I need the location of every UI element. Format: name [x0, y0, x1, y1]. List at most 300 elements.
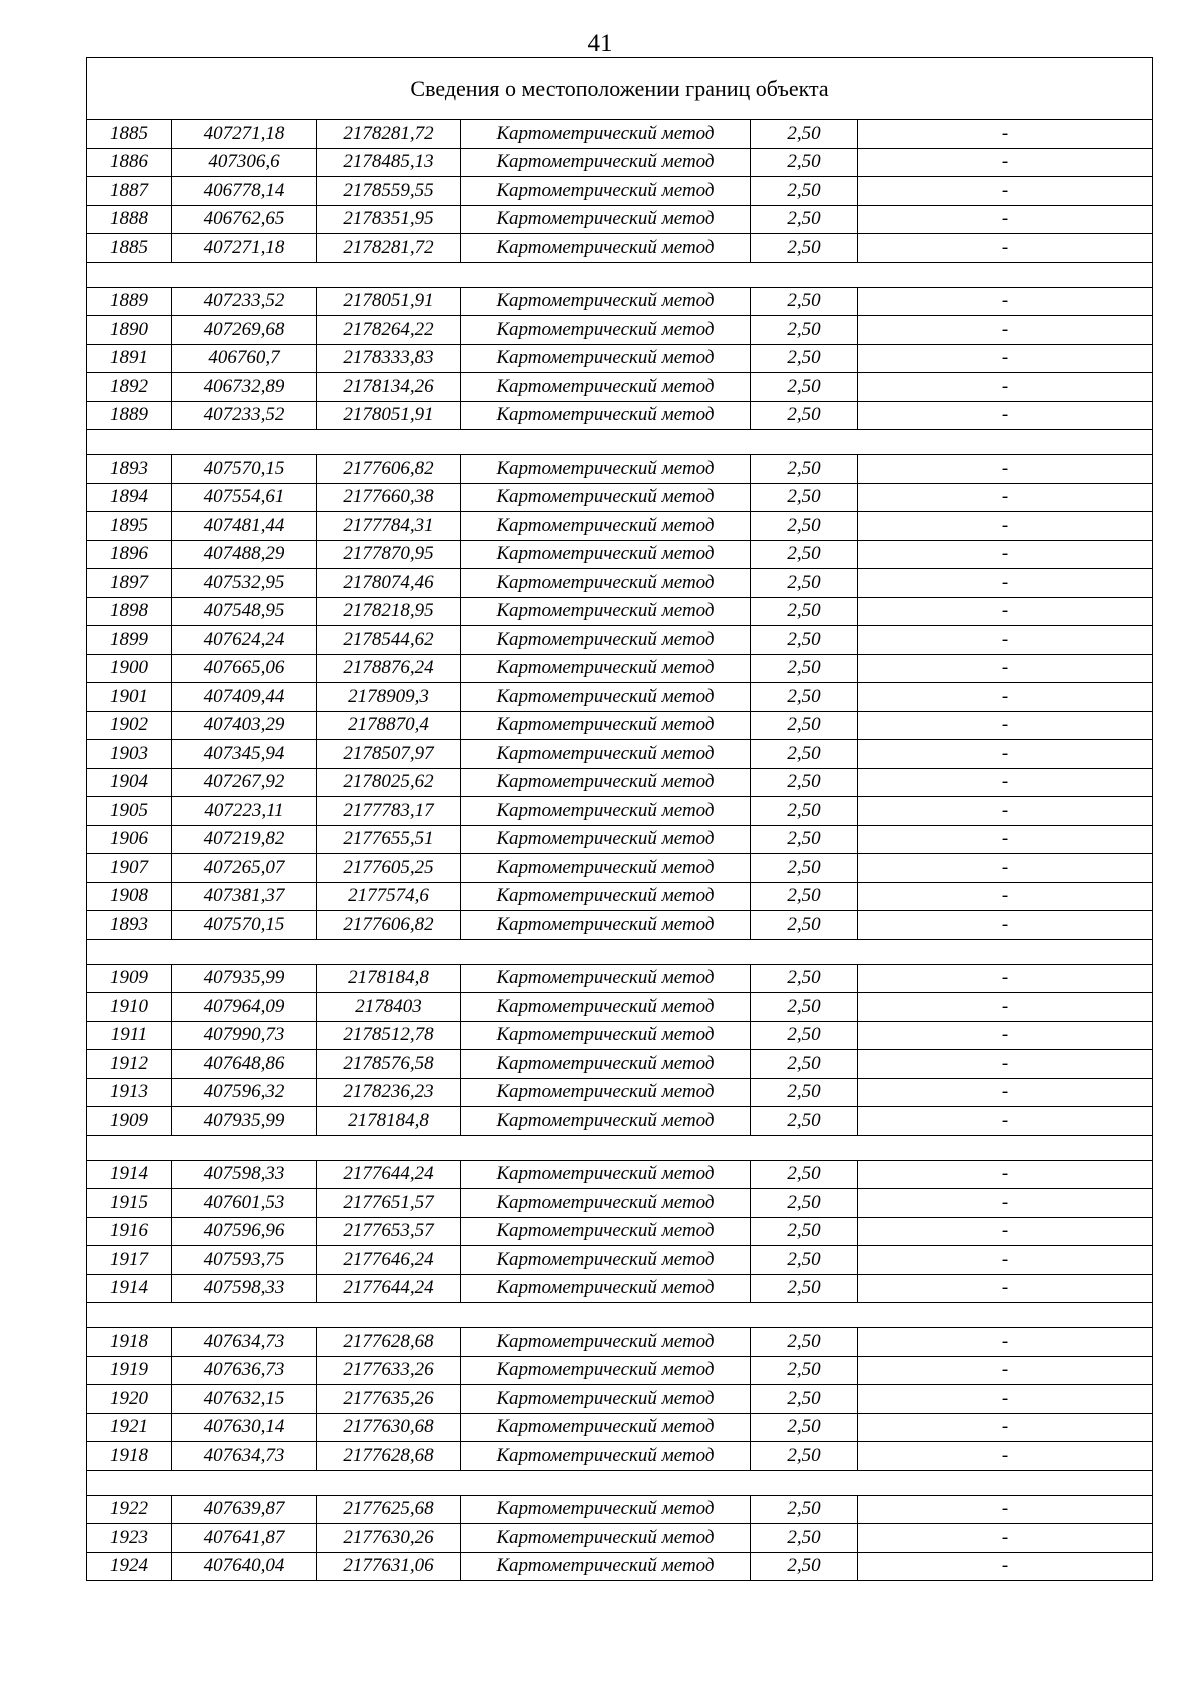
description-cell: - [858, 1107, 1153, 1136]
method-cell: Картометрический метод [461, 1385, 751, 1414]
y-coordinate-cell: 2178485,13 [317, 148, 461, 177]
point-number-cell: 1892 [87, 373, 172, 402]
x-coordinate-cell: 407593,75 [172, 1246, 317, 1275]
point-number-cell: 1893 [87, 911, 172, 940]
y-coordinate-cell: 2177646,24 [317, 1246, 461, 1275]
method-cell: Картометрический метод [461, 205, 751, 234]
description-cell: - [858, 1385, 1153, 1414]
table-title: Сведения о местоположении границ объекта [87, 58, 1153, 120]
point-number-cell: 1921 [87, 1413, 172, 1442]
table-row [87, 911, 1153, 940]
x-coordinate-cell: 407233,52 [172, 287, 317, 316]
y-coordinate-cell: 2178870,4 [317, 711, 461, 740]
y-coordinate-cell: 2178184,8 [317, 964, 461, 993]
point-number-cell: 1889 [87, 401, 172, 430]
description-cell: - [858, 654, 1153, 683]
group-separator-cell [87, 262, 1153, 287]
table-row [87, 205, 1153, 234]
x-coordinate-cell: 407409,44 [172, 683, 317, 712]
table-row [87, 854, 1153, 883]
accuracy-cell: 2,50 [751, 1442, 858, 1471]
table-row [87, 1413, 1153, 1442]
description-cell: - [858, 683, 1153, 712]
table-row [87, 512, 1153, 541]
y-coordinate-cell: 2177660,38 [317, 483, 461, 512]
x-coordinate-cell: 407964,09 [172, 993, 317, 1022]
method-cell: Картометрический метод [461, 882, 751, 911]
description-cell: - [858, 148, 1153, 177]
point-number-cell: 1889 [87, 287, 172, 316]
accuracy-cell: 2,50 [751, 1078, 858, 1107]
method-cell: Картометрический метод [461, 373, 751, 402]
point-number-cell: 1915 [87, 1189, 172, 1218]
description-cell: - [858, 205, 1153, 234]
point-number-cell: 1909 [87, 1107, 172, 1136]
method-cell: Картометрический метод [461, 512, 751, 541]
accuracy-cell: 2,50 [751, 1524, 858, 1553]
accuracy-cell: 2,50 [751, 626, 858, 655]
description-cell: - [858, 1189, 1153, 1218]
table-row [87, 1552, 1153, 1581]
y-coordinate-cell: 2177628,68 [317, 1442, 461, 1471]
y-coordinate-cell: 2178576,58 [317, 1050, 461, 1079]
y-coordinate-cell: 2177625,68 [317, 1495, 461, 1524]
accuracy-cell: 2,50 [751, 287, 858, 316]
accuracy-cell: 2,50 [751, 825, 858, 854]
accuracy-cell: 2,50 [751, 683, 858, 712]
table-row [87, 711, 1153, 740]
y-coordinate-cell: 2177783,17 [317, 797, 461, 826]
group-separator-row [87, 1470, 1153, 1495]
x-coordinate-cell: 407223,11 [172, 797, 317, 826]
point-number-cell: 1909 [87, 964, 172, 993]
accuracy-cell: 2,50 [751, 1356, 858, 1385]
table-row [87, 1021, 1153, 1050]
x-coordinate-cell: 407271,18 [172, 120, 317, 149]
x-coordinate-cell: 407488,29 [172, 540, 317, 569]
description-cell: - [858, 1078, 1153, 1107]
accuracy-cell: 2,50 [751, 993, 858, 1022]
description-cell: - [858, 1246, 1153, 1275]
x-coordinate-cell: 407570,15 [172, 911, 317, 940]
point-number-cell: 1901 [87, 683, 172, 712]
y-coordinate-cell: 2178051,91 [317, 287, 461, 316]
x-coordinate-cell: 406762,65 [172, 205, 317, 234]
table-row [87, 1160, 1153, 1189]
method-cell: Картометрический метод [461, 683, 751, 712]
table-row [87, 1246, 1153, 1275]
description-cell: - [858, 1160, 1153, 1189]
group-separator-cell [87, 939, 1153, 964]
x-coordinate-cell: 407598,33 [172, 1160, 317, 1189]
point-number-cell: 1916 [87, 1217, 172, 1246]
table-row [87, 654, 1153, 683]
accuracy-cell: 2,50 [751, 1385, 858, 1414]
point-number-cell: 1922 [87, 1495, 172, 1524]
description-cell: - [858, 911, 1153, 940]
accuracy-cell: 2,50 [751, 205, 858, 234]
table-row [87, 1217, 1153, 1246]
x-coordinate-cell: 407596,96 [172, 1217, 317, 1246]
x-coordinate-cell: 407265,07 [172, 854, 317, 883]
method-cell: Картометрический метод [461, 316, 751, 345]
x-coordinate-cell: 407381,37 [172, 882, 317, 911]
point-number-cell: 1914 [87, 1274, 172, 1303]
accuracy-cell: 2,50 [751, 234, 858, 263]
table-row [87, 1385, 1153, 1414]
accuracy-cell: 2,50 [751, 148, 858, 177]
description-cell: - [858, 373, 1153, 402]
accuracy-cell: 2,50 [751, 1413, 858, 1442]
accuracy-cell: 2,50 [751, 1160, 858, 1189]
description-cell: - [858, 1552, 1153, 1581]
table-row [87, 626, 1153, 655]
accuracy-cell: 2,50 [751, 344, 858, 373]
description-cell: - [858, 483, 1153, 512]
page-number: 41 [587, 30, 613, 57]
table-row [87, 1189, 1153, 1218]
x-coordinate-cell: 407636,73 [172, 1356, 317, 1385]
y-coordinate-cell: 2178544,62 [317, 626, 461, 655]
table-row [87, 797, 1153, 826]
method-cell: Картометрический метод [461, 1078, 751, 1107]
method-cell: Картометрический метод [461, 455, 751, 484]
y-coordinate-cell: 2178403 [317, 993, 461, 1022]
description-cell: - [858, 316, 1153, 345]
table-row [87, 1050, 1153, 1079]
x-coordinate-cell: 407634,73 [172, 1442, 317, 1471]
method-cell: Картометрический метод [461, 1246, 751, 1275]
method-cell: Картометрический метод [461, 911, 751, 940]
accuracy-cell: 2,50 [751, 512, 858, 541]
x-coordinate-cell: 407233,52 [172, 401, 317, 430]
description-cell: - [858, 1524, 1153, 1553]
method-cell: Картометрический метод [461, 1356, 751, 1385]
method-cell: Картометрический метод [461, 1495, 751, 1524]
point-number-cell: 1886 [87, 148, 172, 177]
y-coordinate-cell: 2178236,23 [317, 1078, 461, 1107]
description-cell: - [858, 626, 1153, 655]
method-cell: Картометрический метод [461, 740, 751, 769]
y-coordinate-cell: 2178559,55 [317, 177, 461, 206]
description-cell: - [858, 1442, 1153, 1471]
description-cell: - [858, 1413, 1153, 1442]
point-number-cell: 1907 [87, 854, 172, 883]
description-cell: - [858, 177, 1153, 206]
x-coordinate-cell: 407403,29 [172, 711, 317, 740]
accuracy-cell: 2,50 [751, 177, 858, 206]
y-coordinate-cell: 2177574,6 [317, 882, 461, 911]
table-row [87, 483, 1153, 512]
description-cell: - [858, 120, 1153, 149]
point-number-cell: 1900 [87, 654, 172, 683]
point-number-cell: 1885 [87, 120, 172, 149]
accuracy-cell: 2,50 [751, 1246, 858, 1275]
group-separator-row [87, 939, 1153, 964]
table-row [87, 344, 1153, 373]
y-coordinate-cell: 2177644,24 [317, 1160, 461, 1189]
method-cell: Картометрический метод [461, 993, 751, 1022]
y-coordinate-cell: 2178876,24 [317, 654, 461, 683]
point-number-cell: 1894 [87, 483, 172, 512]
method-cell: Картометрический метод [461, 1021, 751, 1050]
point-number-cell: 1895 [87, 512, 172, 541]
table-row [87, 1442, 1153, 1471]
table-row [87, 373, 1153, 402]
x-coordinate-cell: 407271,18 [172, 234, 317, 263]
accuracy-cell: 2,50 [751, 768, 858, 797]
accuracy-cell: 2,50 [751, 1274, 858, 1303]
method-cell: Картометрический метод [461, 1413, 751, 1442]
table-row [87, 825, 1153, 854]
x-coordinate-cell: 407665,06 [172, 654, 317, 683]
x-coordinate-cell: 407570,15 [172, 455, 317, 484]
accuracy-cell: 2,50 [751, 569, 858, 598]
description-cell: - [858, 740, 1153, 769]
point-number-cell: 1918 [87, 1328, 172, 1357]
y-coordinate-cell: 2177635,26 [317, 1385, 461, 1414]
description-cell: - [858, 401, 1153, 430]
description-cell: - [858, 287, 1153, 316]
method-cell: Картометрический метод [461, 1524, 751, 1553]
y-coordinate-cell: 2178507,97 [317, 740, 461, 769]
accuracy-cell: 2,50 [751, 1189, 858, 1218]
point-number-cell: 1923 [87, 1524, 172, 1553]
accuracy-cell: 2,50 [751, 373, 858, 402]
x-coordinate-cell: 406732,89 [172, 373, 317, 402]
y-coordinate-cell: 2177628,68 [317, 1328, 461, 1357]
point-number-cell: 1914 [87, 1160, 172, 1189]
method-cell: Картометрический метод [461, 234, 751, 263]
accuracy-cell: 2,50 [751, 711, 858, 740]
y-coordinate-cell: 2177651,57 [317, 1189, 461, 1218]
table-title-row [87, 58, 1153, 120]
y-coordinate-cell: 2178909,3 [317, 683, 461, 712]
point-number-cell: 1920 [87, 1385, 172, 1414]
point-number-cell: 1890 [87, 316, 172, 345]
point-number-cell: 1912 [87, 1050, 172, 1079]
accuracy-cell: 2,50 [751, 1217, 858, 1246]
group-separator-row [87, 1303, 1153, 1328]
point-number-cell: 1913 [87, 1078, 172, 1107]
point-number-cell: 1918 [87, 1442, 172, 1471]
accuracy-cell: 2,50 [751, 740, 858, 769]
table-row [87, 287, 1153, 316]
accuracy-cell: 2,50 [751, 1021, 858, 1050]
table-row [87, 455, 1153, 484]
point-number-cell: 1887 [87, 177, 172, 206]
accuracy-cell: 2,50 [751, 964, 858, 993]
point-number-cell: 1899 [87, 626, 172, 655]
y-coordinate-cell: 2177644,24 [317, 1274, 461, 1303]
table-row [87, 569, 1153, 598]
table-row [87, 1328, 1153, 1357]
table-row [87, 316, 1153, 345]
x-coordinate-cell: 407990,73 [172, 1021, 317, 1050]
table-row [87, 234, 1153, 263]
y-coordinate-cell: 2178264,22 [317, 316, 461, 345]
x-coordinate-cell: 407632,15 [172, 1385, 317, 1414]
table-row [87, 1356, 1153, 1385]
x-coordinate-cell: 407554,61 [172, 483, 317, 512]
description-cell: - [858, 825, 1153, 854]
y-coordinate-cell: 2177633,26 [317, 1356, 461, 1385]
description-cell: - [858, 993, 1153, 1022]
table-row [87, 597, 1153, 626]
x-coordinate-cell: 407634,73 [172, 1328, 317, 1357]
y-coordinate-cell: 2177606,82 [317, 911, 461, 940]
group-separator-row [87, 1135, 1153, 1160]
description-cell: - [858, 768, 1153, 797]
point-number-cell: 1885 [87, 234, 172, 263]
point-number-cell: 1904 [87, 768, 172, 797]
table-row [87, 120, 1153, 149]
point-number-cell: 1905 [87, 797, 172, 826]
accuracy-cell: 2,50 [751, 1107, 858, 1136]
method-cell: Картометрический метод [461, 1107, 751, 1136]
description-cell: - [858, 1274, 1153, 1303]
table-row [87, 964, 1153, 993]
method-cell: Картометрический метод [461, 569, 751, 598]
x-coordinate-cell: 407630,14 [172, 1413, 317, 1442]
y-coordinate-cell: 2178134,26 [317, 373, 461, 402]
y-coordinate-cell: 2178025,62 [317, 768, 461, 797]
accuracy-cell: 2,50 [751, 483, 858, 512]
point-number-cell: 1902 [87, 711, 172, 740]
group-separator-cell [87, 1135, 1153, 1160]
description-cell: - [858, 1217, 1153, 1246]
table-row [87, 1495, 1153, 1524]
y-coordinate-cell: 2178512,78 [317, 1021, 461, 1050]
x-coordinate-cell: 407267,92 [172, 768, 317, 797]
method-cell: Картометрический метод [461, 1274, 751, 1303]
description-cell: - [858, 1356, 1153, 1385]
group-separator-cell [87, 1470, 1153, 1495]
method-cell: Картометрический метод [461, 711, 751, 740]
description-cell: - [858, 540, 1153, 569]
boundary-table [86, 57, 1153, 1581]
table-row [87, 177, 1153, 206]
description-cell: - [858, 854, 1153, 883]
method-cell: Картометрический метод [461, 854, 751, 883]
method-cell: Картометрический метод [461, 1050, 751, 1079]
point-number-cell: 1910 [87, 993, 172, 1022]
table-row [87, 1274, 1153, 1303]
point-number-cell: 1897 [87, 569, 172, 598]
group-separator-cell [87, 430, 1153, 455]
y-coordinate-cell: 2178351,95 [317, 205, 461, 234]
description-cell: - [858, 234, 1153, 263]
y-coordinate-cell: 2177784,31 [317, 512, 461, 541]
description-cell: - [858, 882, 1153, 911]
method-cell: Картометрический метод [461, 1217, 751, 1246]
y-coordinate-cell: 2178218,95 [317, 597, 461, 626]
accuracy-cell: 2,50 [751, 1552, 858, 1581]
point-number-cell: 1903 [87, 740, 172, 769]
accuracy-cell: 2,50 [751, 540, 858, 569]
description-cell: - [858, 964, 1153, 993]
x-coordinate-cell: 406760,7 [172, 344, 317, 373]
description-cell: - [858, 1050, 1153, 1079]
description-cell: - [858, 597, 1153, 626]
method-cell: Картометрический метод [461, 768, 751, 797]
y-coordinate-cell: 2177631,06 [317, 1552, 461, 1581]
accuracy-cell: 2,50 [751, 654, 858, 683]
x-coordinate-cell: 407481,44 [172, 512, 317, 541]
x-coordinate-cell: 407639,87 [172, 1495, 317, 1524]
description-cell: - [858, 797, 1153, 826]
x-coordinate-cell: 407345,94 [172, 740, 317, 769]
point-number-cell: 1893 [87, 455, 172, 484]
method-cell: Картометрический метод [461, 654, 751, 683]
table-row [87, 683, 1153, 712]
x-coordinate-cell: 406778,14 [172, 177, 317, 206]
point-number-cell: 1924 [87, 1552, 172, 1581]
x-coordinate-cell: 407596,32 [172, 1078, 317, 1107]
accuracy-cell: 2,50 [751, 455, 858, 484]
method-cell: Картометрический метод [461, 177, 751, 206]
y-coordinate-cell: 2177606,82 [317, 455, 461, 484]
table-row [87, 148, 1153, 177]
x-coordinate-cell: 407935,99 [172, 964, 317, 993]
y-coordinate-cell: 2177630,26 [317, 1524, 461, 1553]
accuracy-cell: 2,50 [751, 120, 858, 149]
accuracy-cell: 2,50 [751, 1328, 858, 1357]
x-coordinate-cell: 407640,04 [172, 1552, 317, 1581]
description-cell: - [858, 711, 1153, 740]
table-row [87, 540, 1153, 569]
accuracy-cell: 2,50 [751, 1050, 858, 1079]
x-coordinate-cell: 407598,33 [172, 1274, 317, 1303]
method-cell: Картометрический метод [461, 1189, 751, 1218]
x-coordinate-cell: 407219,82 [172, 825, 317, 854]
table-row [87, 1078, 1153, 1107]
point-number-cell: 1906 [87, 825, 172, 854]
y-coordinate-cell: 2177605,25 [317, 854, 461, 883]
table-body [87, 58, 1153, 1581]
x-coordinate-cell: 407641,87 [172, 1524, 317, 1553]
accuracy-cell: 2,50 [751, 882, 858, 911]
x-coordinate-cell: 407601,53 [172, 1189, 317, 1218]
point-number-cell: 1911 [87, 1021, 172, 1050]
method-cell: Картометрический метод [461, 148, 751, 177]
point-number-cell: 1896 [87, 540, 172, 569]
method-cell: Картометрический метод [461, 120, 751, 149]
x-coordinate-cell: 407269,68 [172, 316, 317, 345]
point-number-cell: 1891 [87, 344, 172, 373]
method-cell: Картометрический метод [461, 1442, 751, 1471]
accuracy-cell: 2,50 [751, 1495, 858, 1524]
y-coordinate-cell: 2177870,95 [317, 540, 461, 569]
method-cell: Картометрический метод [461, 483, 751, 512]
y-coordinate-cell: 2178281,72 [317, 234, 461, 263]
method-cell: Картометрический метод [461, 964, 751, 993]
accuracy-cell: 2,50 [751, 854, 858, 883]
y-coordinate-cell: 2177653,57 [317, 1217, 461, 1246]
point-number-cell: 1908 [87, 882, 172, 911]
description-cell: - [858, 569, 1153, 598]
accuracy-cell: 2,50 [751, 401, 858, 430]
method-cell: Картометрический метод [461, 825, 751, 854]
x-coordinate-cell: 407624,24 [172, 626, 317, 655]
description-cell: - [858, 344, 1153, 373]
method-cell: Картометрический метод [461, 401, 751, 430]
table-row [87, 740, 1153, 769]
method-cell: Картометрический метод [461, 540, 751, 569]
method-cell: Картометрический метод [461, 1552, 751, 1581]
table-row [87, 993, 1153, 1022]
description-cell: - [858, 1328, 1153, 1357]
